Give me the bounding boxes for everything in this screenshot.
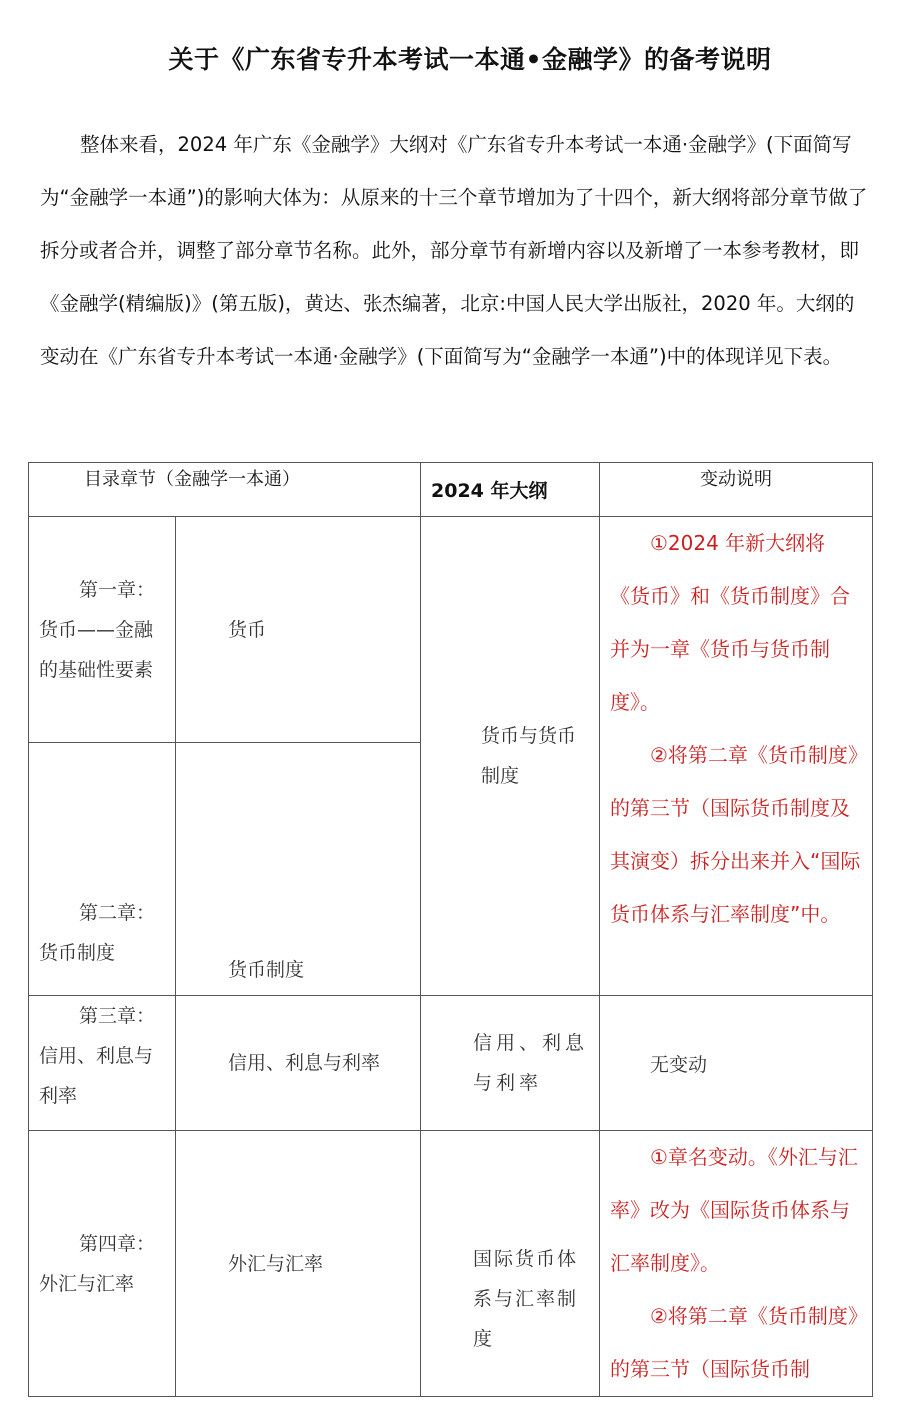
chapter-1-cell	[29, 517, 176, 743]
chapter-3-name: 信用、利息与利率	[39, 1045, 154, 1107]
chapter-4-section: 外汇与汇率	[176, 1131, 421, 1397]
table-header-row	[29, 463, 873, 517]
intro-text: 整体来看，2024 年广东《金融学》大纲对《广东省专升本考试一本通·金融学》(下面简写为“金融学一本通”)的影响大体为：从原来的十三个章节增加为了十四个，新大纲将部分章节做了拆分或者合并，调整了部分章节名称。此外，部分章节有新增内容以及新增了一本参考教材，即《金融学(精编版)》(第五版)，黄达、张杰编著，北京:中国人民大学出版社，2020 年。大纲的变动在《广东省专升本考试一本通·金融学》(下面简写为“金融学一本通”)中的体现详见下表。	[40, 133, 868, 368]
note-1: ①2024 年新大纲将《货币》和《货币制度》合并为一章《货币与货币制度》。	[610, 531, 850, 714]
chapter-1-section: 货币	[176, 517, 421, 743]
header-change: 变动说明	[600, 463, 873, 517]
chapter-1-2-syllabus: 货币与货币制度	[421, 517, 600, 996]
chapter-1-2-notes	[600, 517, 873, 996]
table-row	[29, 996, 873, 1131]
chapter-2-cell	[29, 743, 176, 996]
table-row	[29, 1131, 873, 1397]
chapter-1-number: 第一章：	[79, 578, 156, 601]
chapter-4-cell	[29, 1131, 176, 1397]
table-row	[29, 517, 873, 743]
chapter-3-section: 信用、利息与利率	[176, 996, 421, 1131]
chapter-3-number: 第三章：	[79, 1005, 156, 1027]
chapter-2-section: 货币制度	[176, 743, 421, 996]
chapter-4-number: 第四章：	[79, 1232, 156, 1255]
header-toc: 目录章节（金融学一本通）	[29, 463, 421, 517]
chapter-4-syllabus: 国际货币体系与汇率制度	[421, 1131, 600, 1397]
chapter-4-notes	[600, 1131, 873, 1397]
note-4: ②将第二章《货币制度》的第三节（国际货币制	[610, 1304, 858, 1381]
chapter-2-number: 第二章：	[79, 902, 156, 924]
page-title: 关于《广东省专升本考试一本通•金融学》的备考说明	[168, 45, 772, 74]
chapter-3-note: 无变动	[600, 996, 873, 1131]
intro-paragraph	[40, 118, 870, 383]
change-table	[28, 462, 873, 1397]
header-syllabus: 2024 年大纲	[421, 463, 600, 517]
chapter-4-name: 外汇与汇率	[39, 1272, 135, 1295]
chapter-3-syllabus: 信用、利息与利率	[421, 996, 600, 1131]
note-3: ①章名变动。《外汇与汇率》改为《国际货币体系与汇率制度》。	[610, 1145, 858, 1275]
note-2: ②将第二章《货币制度》的第三节（国际货币制度及其演变）拆分出来并入“国际货币体系与汇率制度”中。	[610, 743, 861, 926]
chapter-3-cell	[29, 996, 176, 1131]
chapter-2-name: 货币制度	[39, 942, 116, 964]
chapter-1-name: 货币——金融的基础性要素	[39, 618, 154, 681]
